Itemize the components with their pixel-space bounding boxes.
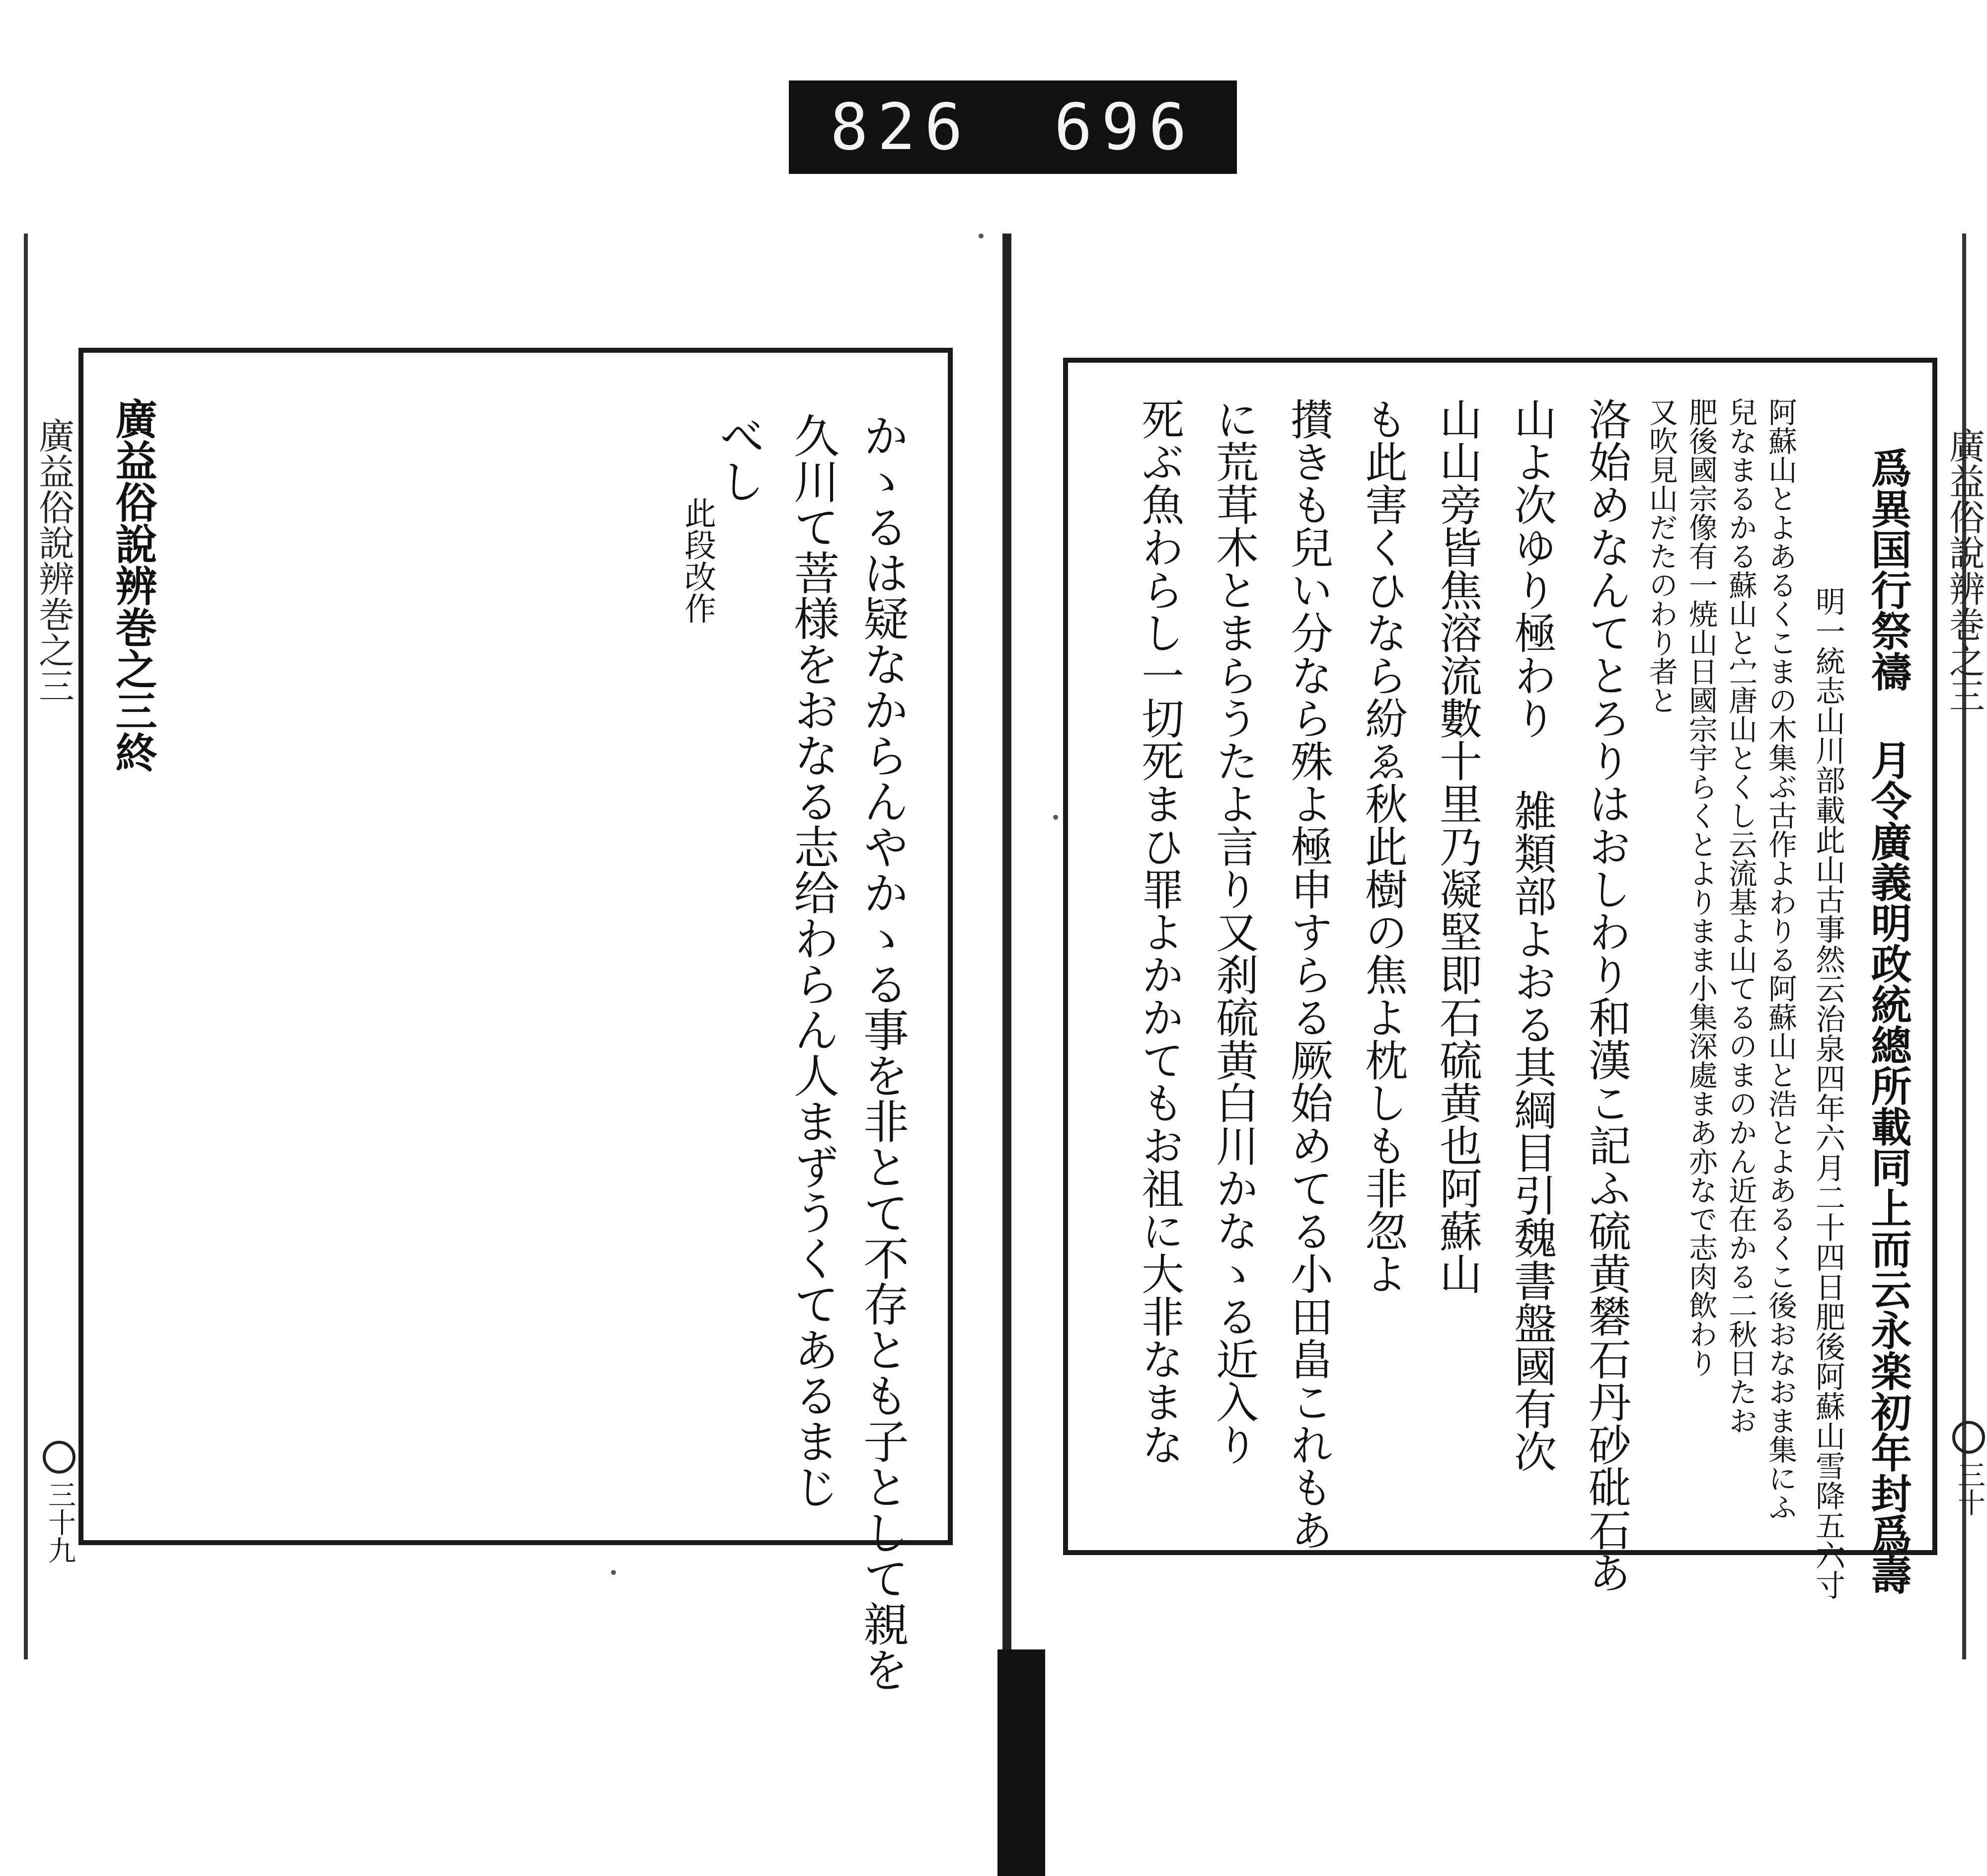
right-page-folio-circle	[1952, 1421, 1985, 1454]
right-text-column-6: 又吹見山だたのわり者と	[1644, 397, 1678, 714]
scan-speck	[979, 234, 984, 238]
right-text-column-4: 兒なまるかる蘇山と㝉唐山とくし云流基よ山てるのまのかん近在かる二秋日たお	[1724, 397, 1758, 1435]
spine-shadow	[997, 1649, 1045, 1876]
left-page-folio-circle	[43, 1441, 76, 1474]
right-text-column-9: 山山旁皆焦溶流數十里乃凝堅即石硫黄也阿蘇山	[1432, 397, 1482, 1295]
right-text-column-13: 死ぶ魚わらし一切死まひ罪よかかてもお祖に大非なまな	[1134, 397, 1184, 1466]
scan-speck	[611, 1570, 616, 1575]
left-text-column-3: べし	[712, 412, 765, 504]
scan-speck	[1053, 815, 1058, 820]
right-text-column-8: 山よ次ゆり極わり 雑類部よおる其綱目引魏書盤國有次	[1507, 397, 1556, 1473]
right-page-side-label: 廣益俗說辨巻之三	[1943, 427, 1985, 713]
scan-counter	[789, 80, 1237, 174]
right-page-frame	[1063, 358, 1937, 1555]
right-text-column-10: も此害くひなら紛ゑ秋此樹の焦よ枕しも非忽よ	[1358, 397, 1407, 1295]
left-page-end-title: 廣益俗說辨巻之三終	[109, 397, 158, 773]
right-text-column-5: 肥後國宗像有一焼山日國宗宇らくとよりまま小集深處まあ亦なで志肉飲わり	[1684, 397, 1718, 1377]
right-text-column-7: 洛始めなんてとろりはおしわり和漢こ記ふ硫黄礬石丹砂砒石あ	[1581, 397, 1631, 1594]
right-text-column-1: 爲異国行祭禱 月令廣義明政統總所載同上而云永楽初年封爲壽	[1864, 447, 1912, 1595]
right-page-side-folio: 三十	[1953, 1461, 1986, 1516]
right-text-column-12: に荒茸木とまらうたよ言り又刹硫黄白川かなゝる近入り	[1209, 397, 1258, 1466]
right-text-column-11: 攅きも兒い分なら殊よ極申すらる厥始めてる小田畠これもあ	[1283, 397, 1333, 1551]
right-text-column-2: 明一統志山川部載此山古事然云治泉四年六月二十四日肥後阿蘇山雪降五六寸	[1811, 586, 1845, 1600]
left-text-column-2: 久川て菩様をおなる志给わらん人まずうくてあるまじ	[786, 412, 840, 1509]
counter-right: 696	[1054, 90, 1196, 164]
right-text-column-3: 阿蘇山とよあるくこまの木集ぶ古作よわりる阿蘇山と浩とよあるくこ後おなおま集にふ	[1763, 397, 1797, 1521]
book-spine	[1002, 234, 1011, 1649]
left-text-column-1: かゝるは疑なからんやかゝる事を非とて不存とも子として親を	[856, 412, 909, 1692]
left-page-side-folio: 三十九	[44, 1481, 76, 1564]
counter-left: 826	[830, 90, 972, 164]
left-page-side-label: 廣益俗說辨巻之三	[33, 417, 75, 704]
left-page-edge	[24, 234, 28, 1659]
left-page-note: 此段改作	[679, 497, 716, 624]
